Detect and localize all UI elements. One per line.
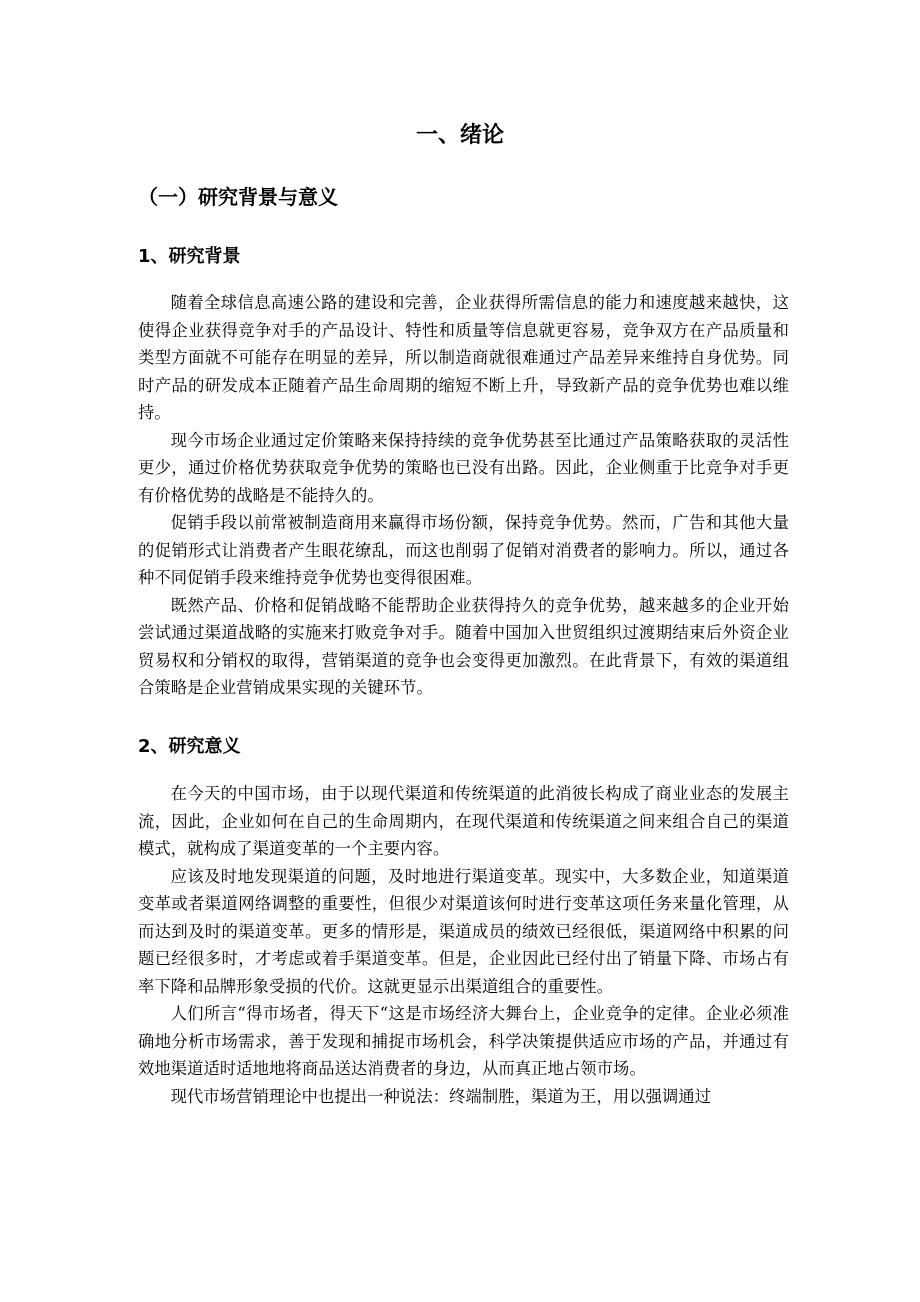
paragraph: 现今市场企业通过定价策略来保持持续的竞争优势甚至比通过产品策略获取的灵活性更少，通过价格优势获取竞争优势的策略也已没有出路。因此，企业侧重于比竞争对手更有价格优势的战略是不能持久的。 [138,430,789,505]
section-title: （一）研究背景与意义 [138,185,338,209]
paragraph: 人们所言“得市场者，得天下“这是市场经济大舞台上，企业竞争的定律。企业必须准确地分析市场需求，善于发现和捕捉市场机会，科学决策提供适应市场的产品，并通过有效地渠道适时适地地将商品送达消费者的身边，从而真正地占领市场。 [138,1004,789,1078]
paragraph: 应该及时地发现渠道的问题，及时地进行渠道变革。现实中，大多数企业，知道渠道变革或者渠道网络调整的重要性，但很少对渠道该何时进行变革这项任务来量化管理，从而达到及时的渠道变革。更多的情形是，渠道成员的绩效已经很低，渠道网络中积累的问题已经很多时，才考虑或着手渠道变革。但是，企业因此已经付出了销量下降、市场占有率下降和品牌形象受损的代价。这就更显示出渠道组合的重要性。 [138,866,789,996]
subsection-title-significance: 2、研究意义 [138,736,241,757]
paragraph: 促销手段以前常被制造商用来赢得市场份额，保持竞争优势。然而，广告和其他大量的促销形式让消费者产生眼花缭乱，而这也削弱了促销对消费者的影响力。所以，通过各种不同促销手段来维持竞争优势也变得很困难。 [138,513,789,587]
paragraph: 现代市场营销理论中也提出一种说法：终端制胜，渠道为王，用以强调通过 [170,1086,712,1106]
chapter-title: 一、绪论 [415,123,504,148]
paragraph: 既然产品、价格和促销战略不能帮助企业获得持久的竞争优势，越来越多的企业开始尝试通过渠道战略的实施来打败竞争对手。随着中国加入世贸组织过渡期结束后外资企业贸易权和分销权的取得，营销渠道的竞争也会变得更加激烈。在此背景下，有效的渠道组合策略是企业营销成果实现的关键环节。 [138,595,789,697]
paragraph: 在今天的中国市场，由于以现代渠道和传统渠道的此消彼长构成了商业业态的发展主流，因此，企业如何在自己的生命周期内，在现代渠道和传统渠道之间来组合自己的渠道模式，就构成了渠道变革的一个主要内容。 [138,784,789,858]
significance-paragraphs [138,780,789,1110]
background-paragraphs [138,289,789,702]
paragraph: 随着全球信息高速公路的建设和完善，企业获得所需信息的能力和速度越来越快，这使得企业获得竞争对手的产品设计、特性和质量等信息就更容易，竞争双方在产品质量和类型方面就不可能存在明显的差异，所以制造商就很难通过产品差异来维持自身优势。同时产品的研发成本正随着产品生命周期的缩短不断上升，导致新产品的竞争优势也难以维持。 [138,293,789,422]
subsection-title-background: 1、研究背景 [138,246,241,267]
